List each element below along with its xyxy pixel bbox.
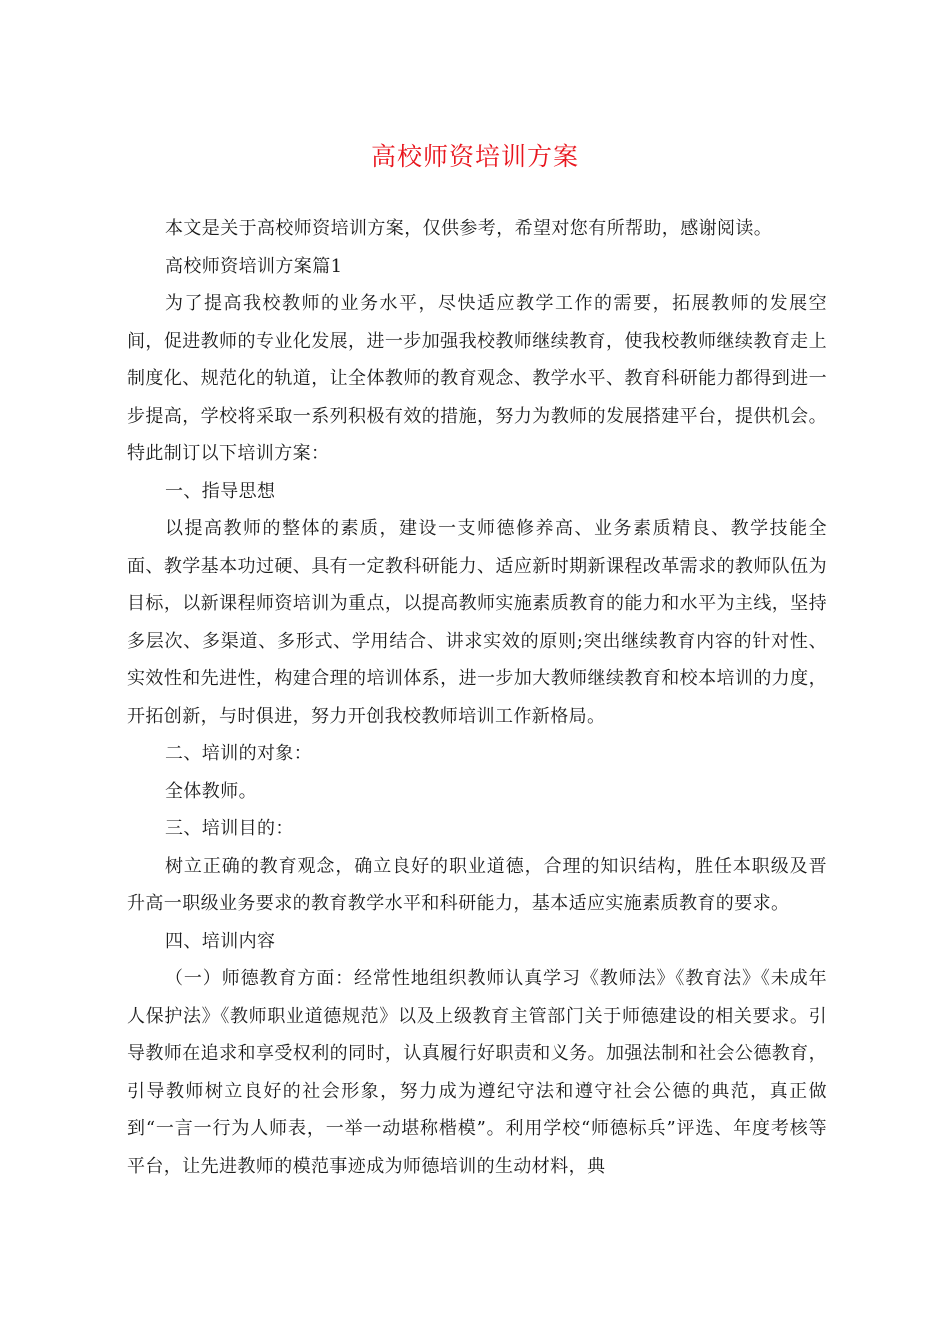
body-paragraph: 为了提高我校教师的业务水平，尽快适应教学工作的需要，拓展教师的发展空间，促进教师的专业化发展，进一步加强我校教师继续教育，使我校教师继续教育走上制度化、规范化的轨道，让全体教师的教育观念、教学水平、教育科研能力都得到进一步提高，学校将采取一系列积极有效的措施，努力为教师的发展搭建平台，提供机会。特此制订以下培训方案： xyxy=(127,293,827,464)
intro-paragraph: 本文是关于高校师资培训方案，仅供参考，希望对您有所帮助，感谢阅读。 xyxy=(165,218,773,239)
body-paragraph: 全体教师。 xyxy=(165,780,257,802)
section-heading: 二、培训的对象： xyxy=(165,743,313,764)
document-body xyxy=(127,210,827,1185)
section-heading: 三、培训目的： xyxy=(165,818,294,839)
section-heading: 高校师资培训方案篇1 xyxy=(165,255,343,277)
body-paragraph: 树立正确的教育观念，确立良好的职业道德，合理的知识结构，胜任本职级及晋升高一职级业务要求的教育教学水平和科研能力，基本适应实施素质教育的要求。 xyxy=(127,855,827,914)
document-title: 高校师资培训方案 xyxy=(370,142,579,171)
section-heading: 四、培训内容 xyxy=(165,930,276,952)
body-paragraph: （一）师德教育方面：经常性地组织教师认真学习《教师法》《教育法》《未成年人保护法》《教师职业道德规范》以及上级教育主管部门关于师德建设的相关要求。引导教师在追求和享受权利的同时，认真履行好职责和义务。加强法制和社会公德教育，引导教师树立良好的社会形象，努力成为遵纪守法和遵守社会公德的典范，真正做到“一言一行为人师表，一举一动堪称楷模”。利用学校“师德标兵”评选、年度考核等平台，让先进教师的模范事迹成为师德培训的生动材料，典 xyxy=(127,968,827,1177)
body-paragraph: 以提高教师的整体的素质，建设一支师德修养高、业务素质精良、教学技能全面、教学基本功过硬、具有一定教科研能力、适应新时期新课程改革需求的教师队伍为目标，以新课程师资培训为重点，以提高教师实施素质教育的能力和水平为主线，坚持多层次、多渠道、多形式、学用结合、讲求实效的原则;突出继续教育内容的针对性、实效性和先进性，构建合理的培训体系，进一步加大教师继续教育和校本培训的力度，开拓创新，与时俱进，努力开创我校教师培训工作新格局。 xyxy=(127,518,827,727)
section-heading: 一、指导思想 xyxy=(165,480,276,502)
